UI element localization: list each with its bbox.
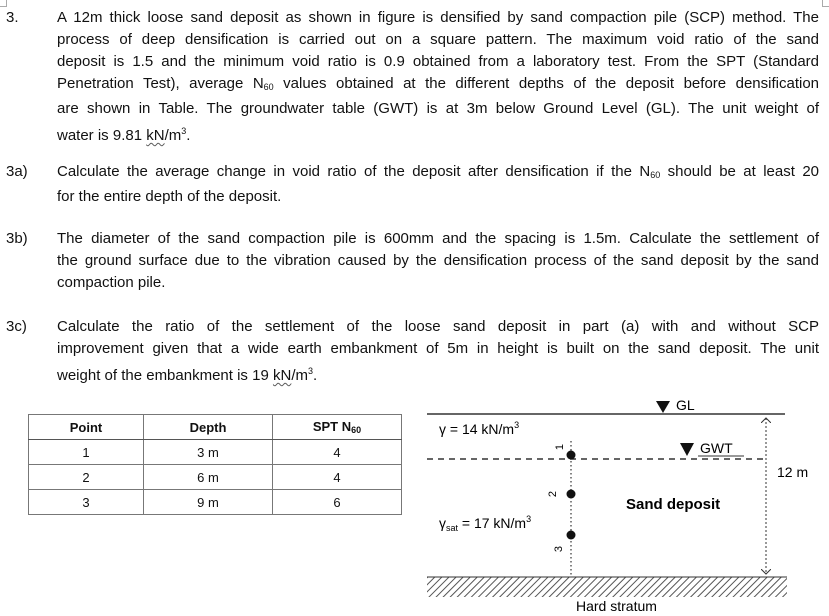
gamma-top-label: γ = 14 $kN/m^3$ <box>439 420 520 437</box>
table-cell: 3 m <box>144 440 273 465</box>
text-line: A 12m thick loose sand deposit as shown in figure is densified by sand compaction pile (SCP) method. The <box>57 9 819 26</box>
gwt-marker-icon <box>680 443 694 456</box>
table-header: Depth <box>144 415 273 440</box>
question-number: 3a) <box>6 163 28 180</box>
text-line: for the entire depth of the deposit. <box>57 188 282 205</box>
spt-point-1 <box>567 451 576 460</box>
text-line: deposit is 1.5 and the minimum void ratio is 0.9 obtained from a laboratory test. From the SPT (Standard <box>57 53 819 70</box>
spt-point-label-2: 2 <box>546 490 559 498</box>
text-line: water is 9.81 $kN/m^3$. <box>57 126 191 144</box>
text-line: The diameter of the sand compaction pile is 600mm and the spacing is 1.5m. Calculate the settlement of <box>57 230 819 247</box>
text-line: Calculate the ratio of the settlement of the loose sand deposit in part (a) with and without SCP <box>57 318 819 335</box>
table-header: Point <box>29 415 144 440</box>
text-line: compaction pile. <box>57 274 166 291</box>
thickness-label: 12 m <box>777 464 809 480</box>
text-line: process of deep densification is carried out on a square pattern. The maximum void ratio of the sand <box>57 31 819 48</box>
spt-point-3 <box>567 531 576 540</box>
table-cell: 4 <box>273 465 402 490</box>
question-number: 3. <box>6 9 19 26</box>
deposit-label: Sand deposit <box>626 496 721 513</box>
gamma-sat-label: $\gamma_{sat} = 17$ $kN/m^3$ <box>439 514 532 533</box>
table-cell: 6 m <box>144 465 273 490</box>
text-line: Calculate the average change in void ratio of the deposit after densification if the $N_{60}$ should be at least 20 <box>57 163 819 180</box>
spt-point-label-1: 1 <box>553 443 566 451</box>
table-header: SPT $N_{60}$ <box>273 415 402 440</box>
hard-stratum-label: Hard stratum <box>576 598 657 614</box>
text-line: the ground surface due to the vibration caused by the densification process of the sand deposit by the sand <box>57 252 819 269</box>
text-line: improvement given that a wide earth embankment of 5m in height is built on the sand deposit. The unit <box>57 340 819 357</box>
question-number: 3b) <box>6 230 28 247</box>
spt-point-2 <box>567 490 576 499</box>
table-cell: 3 <box>29 490 144 515</box>
table-cell: 9 m <box>144 490 273 515</box>
spt-point-label-3: 3 <box>552 545 565 553</box>
text-line: weight of the embankment is 19 $kN/m^3$. <box>57 366 318 384</box>
gwt-label: GWT <box>700 440 733 456</box>
gl-marker-icon <box>656 401 670 413</box>
table-cell: 6 <box>273 490 402 515</box>
gl-label: GL <box>676 397 695 413</box>
table-cell: 2 <box>29 465 144 490</box>
text-line: are shown in Table. The groundwater table (GWT) is at 3m below Ground Level (GL). The unit weight of <box>57 100 819 117</box>
question-number: 3c) <box>6 318 27 335</box>
table-cell: 1 <box>29 440 144 465</box>
table-cell: 4 <box>273 440 402 465</box>
text-line: Penetration Test), average $N_{60}$ values obtained at the different depths of the deposit before densification <box>57 75 819 92</box>
hard-stratum-hatch <box>427 577 787 597</box>
